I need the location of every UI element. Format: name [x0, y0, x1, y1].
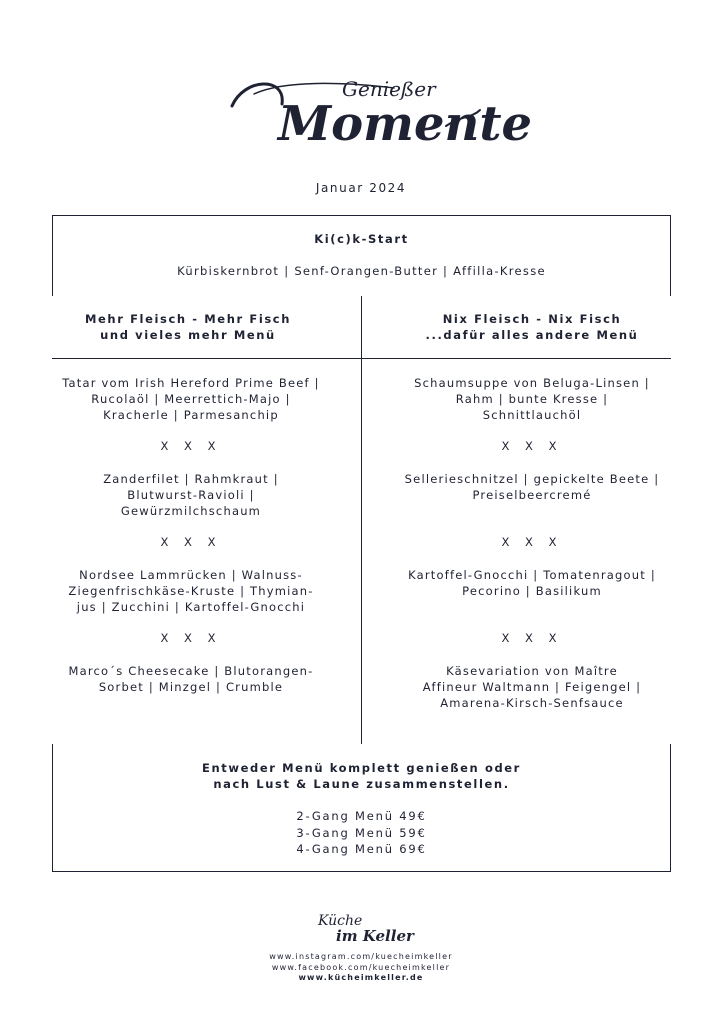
- footer-logo-line2: im Keller: [336, 927, 414, 945]
- frame-right-border-top: [670, 215, 671, 296]
- pricing-note: [52, 760, 671, 792]
- pricing-note-line2: nach Lust & Laune zusammenstellen.: [213, 777, 510, 791]
- price-list: [52, 808, 671, 858]
- left-course-3: Nordsee Lammrücken | Walnuss- Ziegenfrischkäse-Kruste | Thymian- jus | Zucchini | Kartoffel-Gnocchi: [68, 568, 314, 614]
- price-2-gang: 2-Gang Menü 49€: [296, 809, 427, 823]
- right-course-3: Kartoffel-Gnocchi | Tomatenragout | Pecorino | Basilikum: [408, 568, 656, 598]
- footer-logo: [316, 905, 414, 947]
- course-separator: X X X: [160, 439, 222, 453]
- right-heading-underline: [362, 358, 671, 359]
- right-menu-title-line2: ...dafür alles andere Menü: [425, 328, 639, 342]
- frame-bottom-border: [52, 871, 671, 872]
- right-menu-title: [386, 311, 678, 343]
- column-divider: [361, 296, 362, 744]
- instagram-link[interactable]: www.instagram.com/kuecheimkeller: [269, 952, 453, 961]
- course-separator: X X X: [160, 535, 222, 549]
- footer-logo-graphic: [316, 905, 414, 947]
- right-course-4: Käsevariation von Maître Affineur Waltmann | Feigengel | Amarena-Kirsch-Senfsauce: [422, 664, 642, 710]
- price-3-gang: 3-Gang Menü 59€: [296, 825, 427, 840]
- logo-small-text: Genießer: [342, 77, 436, 101]
- pricing-note-line1: Entweder Menü komplett genießen oder: [202, 761, 521, 775]
- left-menu-title-line2: und vieles mehr Menü: [100, 328, 276, 342]
- course-separator: X X X: [501, 439, 563, 453]
- left-course-2: Zanderfilet | Rahmkraut | Blutwurst-Ravioli | Gewürzmilchschaum: [103, 472, 279, 518]
- footer-links: [0, 952, 722, 984]
- logo-large-text: Momente: [278, 96, 533, 152]
- price-4-gang: 4-Gang Menü 69€: [296, 842, 427, 856]
- right-course-1: Schaumsuppe von Beluga-Linsen | Rahm | bunte Kresse | Schnittlauchöl: [414, 376, 650, 422]
- frame-top-border: [52, 215, 671, 216]
- course-separator: X X X: [501, 535, 563, 549]
- frame-left-border-top: [52, 215, 53, 296]
- footer-logo-line1: Küche: [318, 913, 363, 929]
- right-course-2: Sellerieschnitzel | gepickelte Beete | Preiselbeercremé: [404, 472, 660, 502]
- website-link[interactable]: www.kücheimkeller.de: [298, 973, 424, 982]
- right-menu-courses: [367, 375, 697, 715]
- menu-date: Januar 2024: [315, 181, 407, 195]
- kickstart-title: Ki(c)k-Start: [314, 232, 409, 246]
- left-menu-courses: [22, 375, 360, 705]
- course-separator: X X X: [501, 631, 563, 645]
- brand-logo: [224, 62, 533, 154]
- left-menu-title: [52, 311, 324, 343]
- logo-graphic: [224, 62, 533, 154]
- left-course-1: Tatar vom Irish Hereford Prime Beef | Rucolaöl | Meerrettich-Majo | Kracherle | Parmesanchip: [62, 376, 320, 422]
- facebook-link[interactable]: www.facebook.com/kuecheimkeller: [271, 962, 451, 972]
- left-course-4: Marco´s Cheesecake | Blutorangen- Sorbet | Minzgel | Crumble: [68, 664, 314, 694]
- course-separator: X X X: [160, 631, 222, 645]
- left-heading-underline: [52, 358, 361, 359]
- left-menu-title-line1: Mehr Fleisch - Mehr Fisch: [84, 312, 292, 326]
- kickstart-description: Kürbiskernbrot | Senf-Orangen-Butter | Affilla-Kresse: [177, 264, 546, 278]
- right-menu-title-line1: Nix Fleisch - Nix Fisch: [442, 312, 622, 326]
